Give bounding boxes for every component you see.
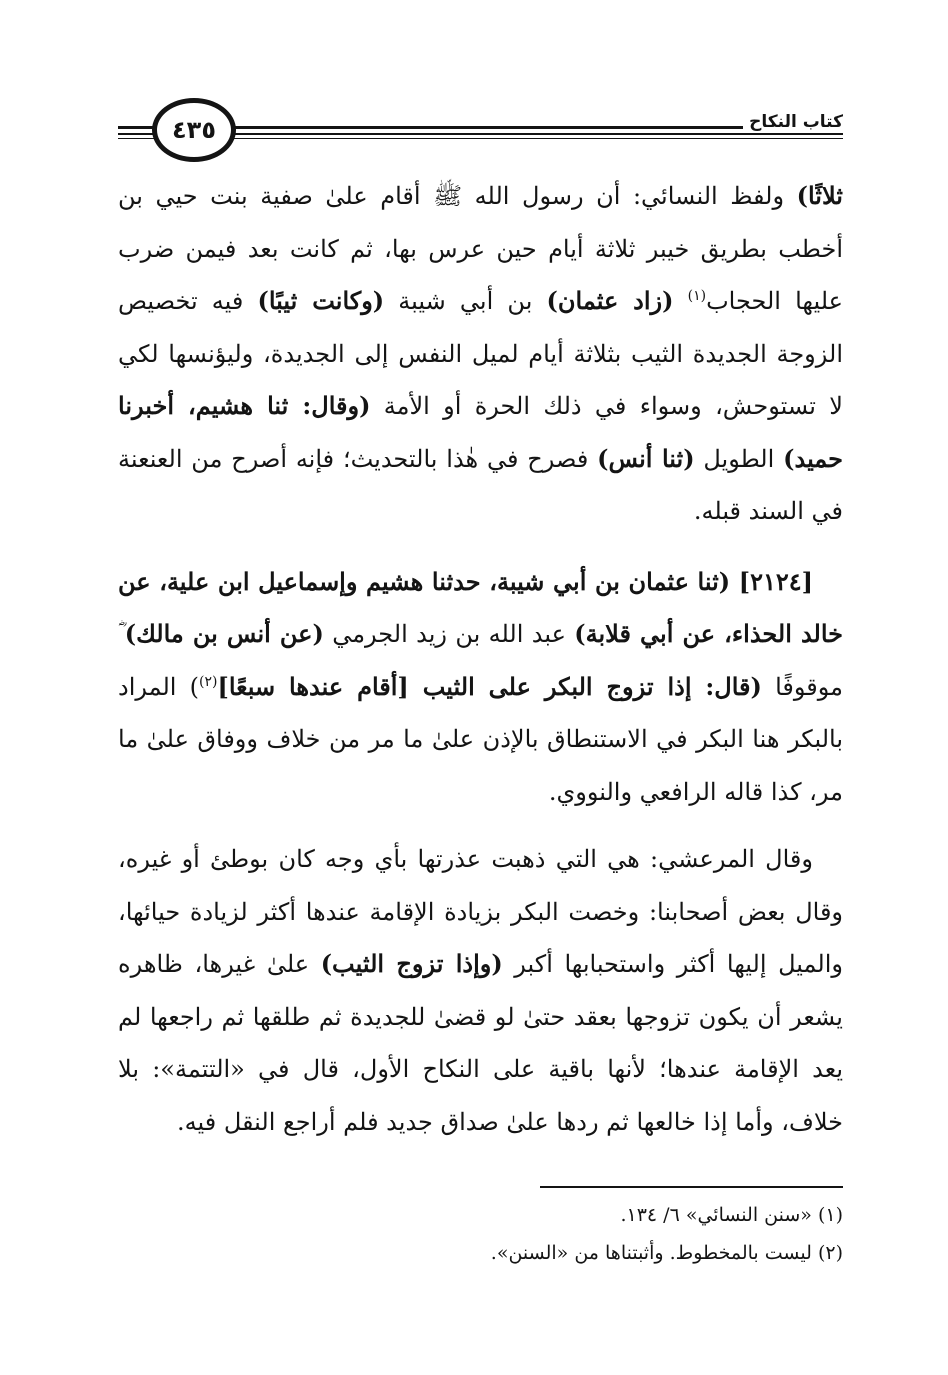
bold-phrase: (زاد عثمان) — [546, 286, 674, 315]
footnote-2 — [118, 1238, 843, 1268]
footnote-marker-2: (٢) — [199, 673, 218, 690]
footnote-1 — [118, 1200, 843, 1230]
page-number-badge — [152, 98, 236, 162]
footnote-number: (٢) — [817, 1242, 843, 1264]
bold-phrase: ثلاثًا) — [796, 181, 843, 210]
footnote-separator — [540, 1186, 843, 1188]
page-header — [118, 98, 843, 162]
text-run: عبد الله بن زيد الجرمي — [323, 620, 575, 648]
book-title: كتاب النكاح — [743, 112, 843, 132]
bold-phrase: (ثنا أنس) — [597, 443, 695, 473]
paragraph-1 — [118, 170, 843, 538]
text-run: ) المراد بالبكر هنا البكر في الاستنطاق بالإذن علىٰ ما مر من خلاف ووفاق علىٰ ما مر، كذا قاله الرافعي والنووي. — [118, 672, 844, 806]
text-run: علىٰ غيرها، ظاهره يشعر أن يكون تزوجها بعقد حتىٰ لو قضىٰ للجديدة ثم طلقها ثم راجعها لم يعد الإقامة عندها؛ لأنها باقية على النكاح الأول، قال في «التتمة»: بلا خلاف، وأما إذا خالعها ثم ردها علىٰ صداق جديد فلم أراجع النقل فيه. — [118, 950, 843, 1136]
text-run: الطويل — [694, 444, 784, 473]
main-text — [118, 170, 843, 1148]
text-run: وقال المرعشي: هي التي ذهبت عذرتها بأي وجه كان بوطئ أو غيره، وقال بعض أصحابنا: وخصت البكر بزيادة الإقامة عندها أكثر لزيادة حيائها، والميل إليها أكثر واستحبابها أكبر — [118, 845, 843, 978]
text-run: فيه تخصيص الزوجة الجديدة الثيب بثلاثة أيام لميل النفس إلى الجديدة، وليؤنسها لكي لا تستوحش، وسواء في ذلك الحرة أو الأمة — [118, 287, 843, 420]
paragraph-3 — [118, 833, 843, 1148]
footnote-marker-1: (١) — [687, 288, 707, 304]
bold-phrase: (وكانت ثيبًا) — [257, 286, 385, 315]
text-run: ولفظ النسائي: أن رسول الله ﷺ أقام علىٰ صفية بنت حيي بن أخطب بطريق خيبر ثلاثة أيام حين عرس بها، ثم كانت بعد فيمن ضرب عليها الحجاب — [118, 182, 843, 315]
bold-phrase: (قال: إذا تزوج البكر على الثيب [أقام عندها سبعًا] — [217, 671, 762, 701]
bold-phrase: (عن أنس بن مالك) — [124, 619, 324, 648]
footnote-number: (١) — [817, 1204, 843, 1226]
text-run: فصرح في هٰذا بالتحديث؛ فإنه أصرح من العنعنة في السند قبله. — [118, 444, 843, 525]
text-run: بن أبي شيبة — [384, 287, 547, 315]
bold-phrase: (وقال: ثنا هشيم، أخبرنا حميد) — [118, 391, 844, 473]
text-run: ؓ موقوفًا — [118, 620, 843, 701]
footnote-text: «سنن النسائي» ٦/ ١٣٤. — [620, 1204, 812, 1226]
bold-phrase: [٢١٢٤] (ثنا عثمان بن أبي شيبة، حدثنا هشيم وإسماعيل ابن علية، عن خالد الحذاء، عن أبي قلابة) — [118, 566, 844, 648]
page-number: ٤٣٥ — [172, 116, 216, 144]
footnote-text: ليست بالمخطوط. وأثبتناها من «السنن». — [490, 1242, 812, 1264]
bold-phrase: (وإذا تزوج الثيب) — [320, 949, 503, 978]
paragraph-2 — [118, 556, 843, 819]
footnotes — [118, 1200, 843, 1276]
